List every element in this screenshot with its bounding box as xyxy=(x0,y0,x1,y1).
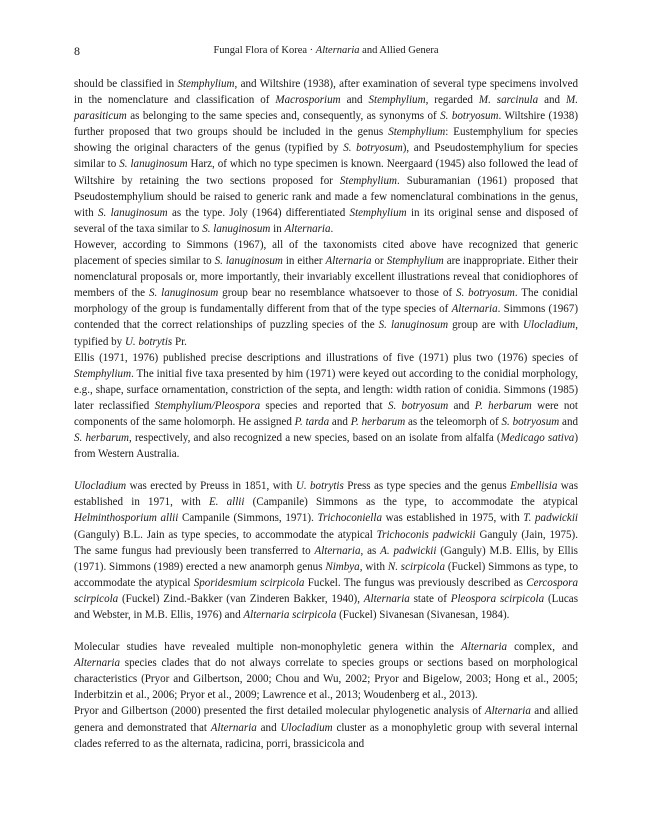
text-run: Harz, of which no type specimen is known. Neergaard (1945) also followed the lead of Wiltshire by retaining the two sections proposed for xyxy=(74,158,578,187)
text-run: . Simmons (1967) contended that the correct relationships of puzzling species of the xyxy=(74,303,579,332)
taxon-name: S. botryosum xyxy=(455,287,515,300)
taxon-name: S. botryosum xyxy=(343,142,403,155)
running-head-prefix: Fungal Flora of Korea · xyxy=(213,45,316,56)
text-run: (Ganguly) M.B. Ellis, by Ellis (1971). Simmons (1989) erected a new anamorph genus xyxy=(74,544,578,573)
text-run: ) from Western Australia. xyxy=(74,432,578,461)
taxon-name: Alternaria xyxy=(325,255,372,268)
text-run: in either xyxy=(282,255,326,268)
text-run: (Fuckel) Simmons as type, to accommodate the atypical xyxy=(74,560,578,589)
taxon-name: Ulocladium xyxy=(74,480,127,493)
text-run: species clades that do not always correlate to species groups or sections based on morphological characteristics (Pryor and Gilbertson, 2000; Chou and Wu, 2002; Pryor and Bigelow, 2003; Hong et al., 2005; Inderbitzin et al., 2006; Pryor et al., 2009; Lawrence et al., 2013; Woudenberg et al., 2013). xyxy=(74,657,578,702)
text-run: . Wiltshire (1938) further proposed that two groups should be included in the genus xyxy=(74,110,578,139)
text-run: Ganguly (Jain, 1975). The same fungus had previously been transferred to xyxy=(74,528,578,557)
paragraph xyxy=(74,478,578,623)
taxon-name: Stemphylium xyxy=(339,174,397,187)
text-run: or xyxy=(371,255,387,268)
taxon-name: Alternaria xyxy=(74,657,121,670)
text-run: cluster as a monophyletic group with several internal clades referred to as the alternata, radicina, porri, brassicicola and xyxy=(74,721,579,750)
text-run: and allied genera and demonstrated that xyxy=(74,705,578,734)
taxon-name: Alternaria xyxy=(461,641,508,654)
taxon-name: Nimbya xyxy=(325,560,360,573)
text-run: and xyxy=(448,399,475,412)
text-run: : Eustemphylium for species showing the original characters of the genus (typified by xyxy=(74,126,578,155)
text-run: as the teleomorph of xyxy=(405,415,502,428)
taxon-name: Alternaria xyxy=(284,222,331,235)
taxon-name: Trichoconiella xyxy=(317,512,382,525)
taxon-name: A. padwickii xyxy=(380,544,437,557)
text-run: Fuckel. The fungus was previously described as xyxy=(304,576,527,589)
page-header xyxy=(74,44,578,58)
taxon-name: S. lanuginosum xyxy=(97,206,168,219)
paragraph xyxy=(74,350,578,463)
text-run: . xyxy=(330,222,334,235)
text-run: (Lucas and Webster, in M.B. Ellis, 1976) and xyxy=(74,592,579,621)
paragraph xyxy=(74,703,578,751)
taxon-name: P. tarda xyxy=(294,415,330,428)
taxon-name: Cercospora scirpicola xyxy=(74,576,578,605)
text-run: Ellis (1971, 1976) published precise descriptions and illustrations of five (1971) plus two (1976) species of xyxy=(74,351,578,364)
text-run: in its original sense and disposed of several of the taxa similar to xyxy=(74,206,578,235)
text-run: was erected by Preuss in 1851, with xyxy=(126,480,296,493)
taxon-name: S. lanuginosum xyxy=(378,319,449,332)
text-run: state of xyxy=(409,592,451,605)
taxon-name: N. scirpicola xyxy=(387,560,445,573)
taxon-name: P. herbarum xyxy=(474,399,532,412)
page-number: 8 xyxy=(74,44,80,58)
paragraph xyxy=(74,237,578,350)
text-run: as belonging to the same species and, consequently, as synonyms of xyxy=(126,110,441,123)
text-run: Press as type species and the genus xyxy=(343,480,511,493)
text-run: and xyxy=(256,721,281,734)
text-run: and xyxy=(329,415,351,428)
taxon-name: Stemphylium xyxy=(388,126,446,139)
taxon-name: E. allii xyxy=(208,496,245,509)
text-run: (Fuckel) Sivanesan (Sivanesan, 1984). xyxy=(336,609,510,621)
taxon-name: Stemphylium xyxy=(74,367,132,380)
taxon-name: Trichoconis padwickii xyxy=(376,528,476,541)
taxon-name: Ulocladium xyxy=(280,721,333,734)
text-run: complex, and xyxy=(507,641,578,654)
taxon-name: Stemphylium xyxy=(368,94,426,107)
taxon-name: Alternaria xyxy=(314,544,361,557)
taxon-name: M. parasiticum xyxy=(74,94,578,123)
taxon-name: Pleospora scirpicola xyxy=(450,592,545,605)
taxon-name: S. lanuginosum xyxy=(119,158,188,171)
text-run: . Suburamanian (1961) proposed that Pseudostemphylium should be raised to generic rank and made a few nomenclatural combinations in the genus, with xyxy=(74,174,578,219)
text-run: Campanile (Simmons, 1971). xyxy=(178,512,318,525)
text-run: were not components of the same holomorph. He assigned xyxy=(74,399,578,428)
taxon-name: Helminthosporium allii xyxy=(74,512,179,525)
text-run: , typified by xyxy=(74,319,578,348)
text-run: and xyxy=(559,415,578,428)
running-head xyxy=(74,44,578,58)
taxon-name: U. botrytis xyxy=(124,335,173,348)
taxon-name: Medicago sativa xyxy=(500,432,575,445)
taxon-name: S. botryosum xyxy=(440,110,499,123)
text-run: Molecular studies have revealed multiple non-monophyletic genera within the xyxy=(74,641,462,654)
text-run: Pr. xyxy=(172,335,187,348)
text-run: group are with xyxy=(448,319,524,332)
text-run: in xyxy=(270,222,285,235)
taxon-name: Stemphylium xyxy=(386,255,444,268)
text-run: as the type. Joly (1964) differentiated xyxy=(167,206,350,219)
taxon-name: Alternaria scirpicola xyxy=(243,609,337,621)
text-run: , respectively, and also recognized a new species, based on an isolate from alfalfa ( xyxy=(129,432,501,445)
taxon-name: Alternaria xyxy=(363,592,410,605)
taxon-name: P. herbarum xyxy=(350,415,406,428)
text-run: are inappropriate. Either their nomenclatural proposals or, more importantly, their invariably excellent illustrations reveal that conidiophores of members of the xyxy=(74,255,578,300)
text-run: , and Wiltshire (1938), after examination of several type specimens involved in the nomenclature and classification of xyxy=(74,78,578,107)
taxon-name: S. botryosum xyxy=(501,415,560,428)
text-run: , as xyxy=(360,544,381,557)
taxon-name: S. botryosum xyxy=(387,399,449,412)
taxon-name: S. lanuginosum xyxy=(148,287,219,300)
text-run: (Campanile) Simmons as the type, to accommodate the atypical xyxy=(244,496,578,509)
text-run: and xyxy=(538,94,566,107)
taxon-name: S. lanuginosum xyxy=(202,222,271,235)
text-run: (Fuckel) Zind.-Bakker (van Zinderen Bakker, 1940), xyxy=(118,592,364,605)
taxon-name: Sporidesmium scirpicola xyxy=(193,576,305,589)
taxon-name: Stemphylium xyxy=(349,206,407,219)
running-head-genus: Alternaria xyxy=(315,45,360,56)
taxon-name: Ulocladium xyxy=(523,319,576,332)
text-run: was established in 1975, with xyxy=(381,512,524,525)
taxon-name: Alternaria xyxy=(451,303,498,316)
taxon-name: Stemphylium/Pleospora xyxy=(154,399,261,412)
text-run: and xyxy=(340,94,369,107)
taxon-name: U. botrytis xyxy=(295,480,344,493)
taxon-name: S. lanuginosum xyxy=(214,255,283,268)
body-text xyxy=(74,76,578,752)
text-run: species and reported that xyxy=(260,399,388,412)
taxon-name: T. padwickii xyxy=(523,512,578,525)
text-run: ), and Pseudostemphylium for species similar to xyxy=(74,142,578,171)
text-run: Pryor and Gilbertson (2000) presented the first detailed molecular phylogenetic analysis of xyxy=(74,705,485,718)
text-run: was established in 1971, with xyxy=(74,480,578,509)
paragraph xyxy=(74,76,578,237)
text-run: . The initial five taxa presented by him (1971) were keyed out according to the conidial morphology, e.g., shape, surface ornamentation, constriction of the septa, and length: width ration of conidia. Simmons (1985) later reclassified xyxy=(74,367,578,412)
text-run: , with xyxy=(359,560,388,573)
taxon-name: M. sarcinula xyxy=(478,94,539,107)
taxon-name: Stemphylium xyxy=(177,78,235,90)
paragraph xyxy=(74,639,578,703)
taxon-name: S. herbarum xyxy=(74,432,130,445)
text-run: , regarded xyxy=(425,94,479,107)
text-run: . The conidial morphology of the group is fundamentally different from that of the type species of xyxy=(74,287,578,316)
running-head-suffix: and Allied Genera xyxy=(359,45,439,56)
taxon-name: Alternaria xyxy=(484,705,531,718)
text-run: should be classified in xyxy=(74,78,178,90)
text-run: (Ganguly) B.L. Jain as type species, to accommodate the atypical xyxy=(74,528,377,541)
taxon-name: Alternaria xyxy=(210,721,257,734)
taxon-name: Embellisia xyxy=(510,480,558,493)
text-run: group bear no resemblance whatsoever to those of xyxy=(218,287,456,300)
text-run: However, according to Simmons (1967), all of the taxonomists cited above have recognized that generic placement of species similar to xyxy=(74,238,578,268)
taxon-name: Macrosporium xyxy=(275,94,341,107)
